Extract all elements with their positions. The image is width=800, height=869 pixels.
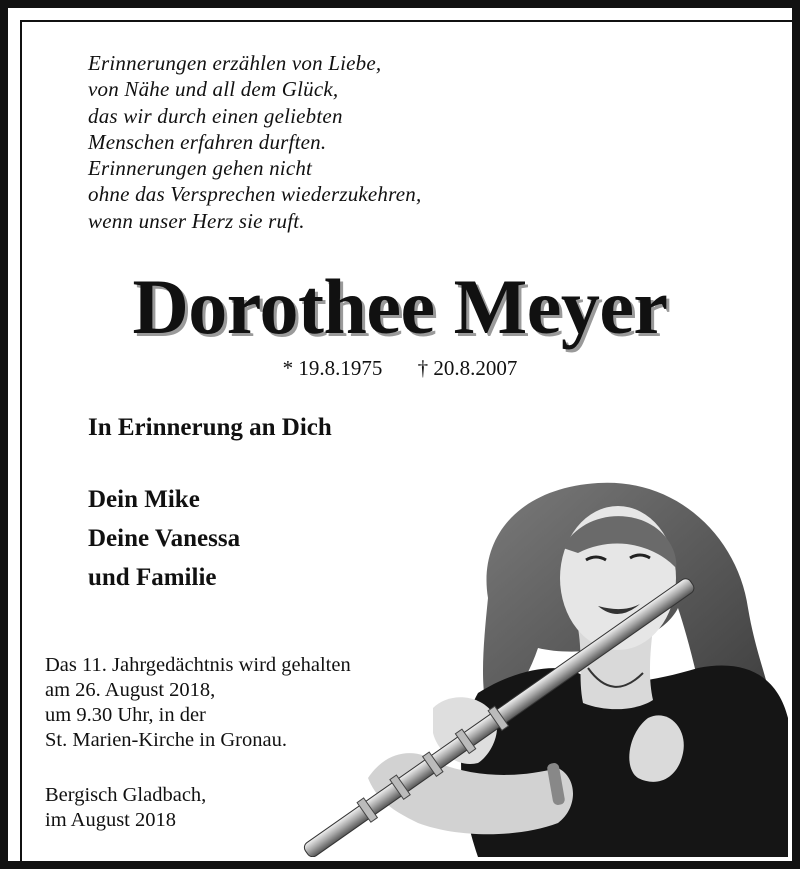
poem-line: Erinnerungen erzählen von Liebe, (88, 51, 382, 75)
signer: und Familie (88, 564, 217, 591)
place-line: im August 2018 (45, 809, 176, 831)
poem-line: Menschen erfahren durften. (88, 129, 327, 154)
service-line: Das 11. Jahrgedächtnis wird gehalten (45, 654, 351, 676)
poem-line: das wir durch einen geliebten (88, 103, 343, 128)
memory-line: In Erinnerung an Dich (88, 414, 332, 441)
service-line: am 26. August 2018, (45, 679, 216, 701)
poem-line: ohne das Versprechen wiederzukehren, (88, 182, 422, 207)
signer: Deine Vanessa (88, 525, 241, 552)
place-line: Bergisch Gladbach, (45, 784, 207, 806)
signers (88, 480, 240, 597)
birth-date: * 19.8.1975 (282, 356, 383, 380)
death-date: † 20.8.2007 (417, 356, 518, 380)
service-line: St. Marien-Kirche in Gronau. (45, 729, 287, 751)
life-dates (0, 356, 800, 381)
poem-line: von Nähe und all dem Glück, (88, 77, 339, 102)
place-and-date (45, 783, 206, 833)
deceased-name: Dorothee Meyer (132, 263, 668, 350)
portrait-illustration (278, 478, 788, 857)
poem-line: wenn unser Herz sie ruft. (88, 208, 305, 233)
poem-line: Erinnerungen gehen nicht (88, 156, 313, 181)
memorial-poem (88, 50, 421, 234)
signer: Dein Mike (88, 486, 200, 513)
service-line: um 9.30 Uhr, in der (45, 704, 206, 726)
portrait-photo (278, 478, 788, 857)
